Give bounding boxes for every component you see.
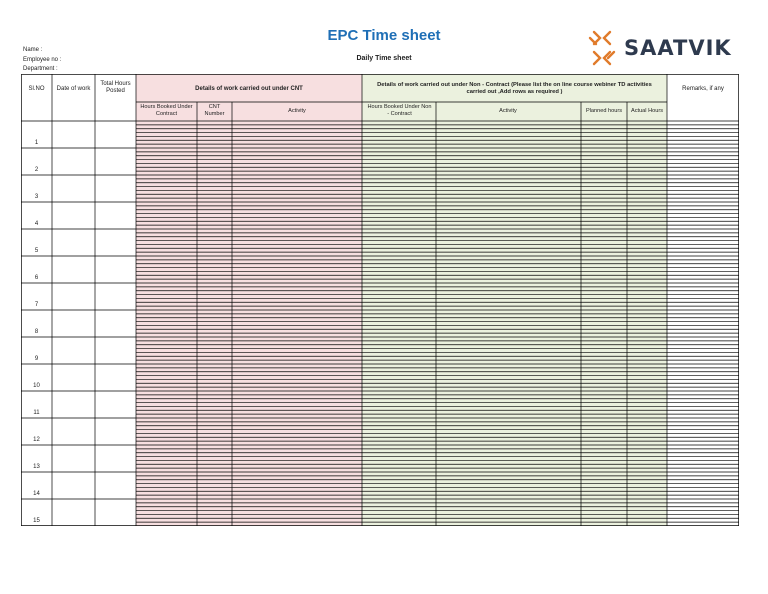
row-number: 5	[34, 248, 39, 254]
row-number: 13	[33, 464, 40, 470]
logo-text: SAATVIK	[624, 36, 732, 60]
name-label: Name :	[23, 47, 43, 53]
noncnt-group-fill	[362, 74, 667, 102]
col-header-slno: Sl.NO	[28, 86, 45, 92]
col-header-activity-noncnt: Activity	[499, 108, 517, 114]
cnt-group-header: Details of work carried out under CNT	[195, 86, 303, 92]
col-header-total-hours-line2: Posted	[106, 88, 125, 94]
col-header-total-hours-line1: Total Hours	[100, 81, 131, 87]
row-number: 15	[33, 518, 40, 524]
row-number: 1	[34, 140, 39, 146]
col-header-cnt-number-line1: CNT	[208, 104, 221, 110]
col-header-actual-hours: Actual Hours	[630, 108, 664, 114]
row-number: 4	[34, 221, 39, 227]
col-header-hours-contract-line2: Contract	[155, 111, 178, 117]
row-number: 11	[33, 410, 40, 416]
row-number: 6	[34, 275, 39, 281]
col-header-activity-cnt: Activity	[288, 108, 306, 114]
department-label: Department :	[23, 66, 58, 72]
row-number: 2	[34, 167, 39, 173]
row-number: 10	[33, 383, 40, 389]
employee-info	[23, 46, 61, 75]
row-number: 8	[34, 329, 39, 335]
col-header-hours-contract-line1: Hours Booked Under	[140, 104, 193, 110]
noncnt-group-header-line1: Details of work carried out under Non - Contract (Please list the on line course webiner TD activities	[377, 82, 652, 88]
row-number: 7	[34, 302, 39, 308]
col-header-hours-noncontract-line1: Hours Booked Under Non	[367, 104, 432, 110]
sheet-subtitle: Daily Time sheet	[356, 55, 412, 62]
col-header-remarks: Remarks, if any	[682, 86, 724, 92]
row-number: 12	[33, 437, 40, 443]
col-header-hours-noncontract-line2: - Contract	[387, 111, 412, 117]
col-header-cnt-number-line2: Number	[204, 111, 225, 117]
col-header-date: Date of work	[56, 86, 91, 92]
row-number: 9	[34, 356, 39, 362]
row-number: 14	[33, 491, 40, 497]
noncnt-group-header-line2: carried out ,Add rows as required )	[466, 89, 563, 95]
timesheet-grid	[21, 74, 739, 526]
col-header-planned-hours: Planned hours	[585, 108, 623, 114]
timesheet-table	[21, 74, 739, 526]
saatvik-mark-icon	[584, 28, 620, 68]
company-logo	[584, 28, 732, 68]
employee-number-label: Employee no :	[23, 56, 62, 63]
sheet-title: EPC Time sheet	[327, 27, 441, 44]
row-number: 3	[34, 194, 39, 200]
